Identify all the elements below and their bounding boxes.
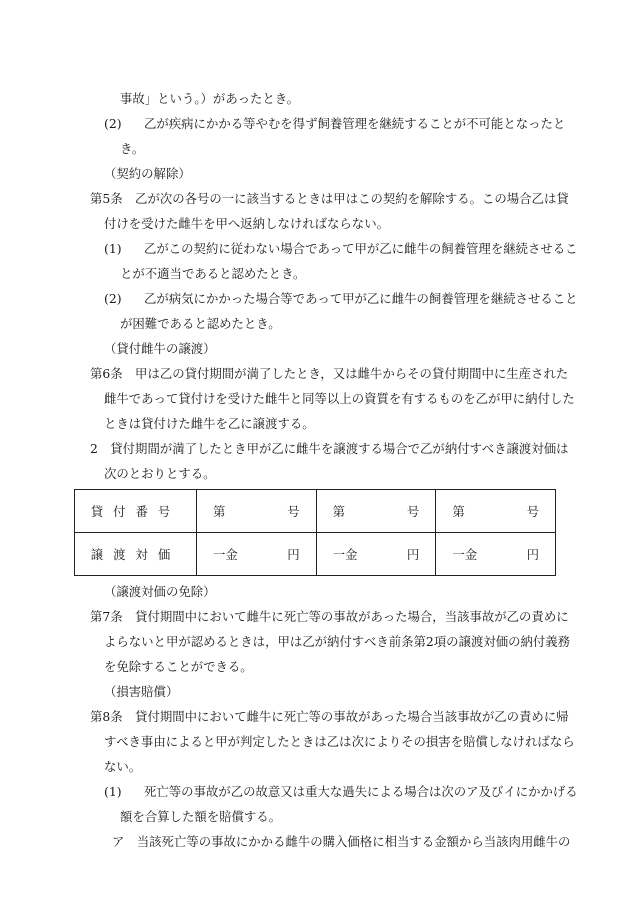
item-number: (2) <box>104 116 122 131</box>
item-line: (1) 死亡等の事故が乙の故意又は重大な過失による場合は次のア及びイにかかげる <box>104 784 578 799</box>
paragraph-line: 次のとおりとする。 <box>104 466 216 481</box>
table-cell: 第 号 <box>436 490 556 533</box>
paragraph-line: 雌牛であって貸付けを受けた雌牛と同等以上の資質を有するものを乙が甲に納付した <box>104 391 575 406</box>
paragraph-line: ない。 <box>104 759 142 774</box>
table-cell: 第 号 <box>316 490 436 533</box>
section-heading: （契約の解除） <box>104 166 191 181</box>
subitem-line: ア 当該死亡等の事故にかかる雌牛の購入価格に相当する金額から当該肉用雌牛の <box>112 834 571 849</box>
table-row <box>75 490 556 533</box>
table-cell: 第 号 <box>197 490 317 533</box>
item-line: (1) 乙がこの契約に従わない場合であって甲が乙に雌牛の飼養管理を継続させるこ <box>104 241 578 256</box>
section-heading: （貸付雌牛の譲渡） <box>104 341 216 356</box>
article-6: 第6条 甲は乙の貸付期間が満了したとき，又は雌牛からその貸付期間中に生産された <box>90 366 569 381</box>
paragraph-2: 2 貸付期間が満了したとき甲が乙に雌牛を譲渡する場合で乙が納付すべき譲渡対価は <box>90 441 569 456</box>
item-line: (2) 乙が病気にかかった場合等であって甲が乙に雌牛の飼養管理を継続させること <box>104 291 578 306</box>
paragraph-line: とが不適当であると認めたとき。 <box>120 266 306 281</box>
article-5: 第5条 乙が次の各号の一に該当するときは甲はこの契約を解除する。この場合乙は貸 <box>90 191 569 206</box>
paragraph-line: すべき事由によると甲が判定したときは乙は次によりその損害を賠償しなければなら <box>104 734 575 749</box>
paragraph-line: 額を合算した額を賠償する。 <box>120 809 282 824</box>
section-heading: （譲渡対価の免除） <box>104 584 216 599</box>
section-heading: （損害賠償） <box>104 684 179 699</box>
paragraph-line: 事故」という。）があったとき。 <box>120 91 300 106</box>
article-7: 第7条 貸付期間中において雌牛に死亡等の事故があった場合，当該事故が乙の責めに <box>90 609 569 624</box>
table-header-price: 譲渡対価 <box>75 533 197 576</box>
paragraph-line: が困難であると認めたとき。 <box>120 316 281 331</box>
table-cell: 一金 円 <box>197 533 317 576</box>
paragraph-line: よらないと甲が認めるときは，甲は乙が納付すべき前条第2項の譲渡対価の納付義務 <box>104 634 571 649</box>
paragraph-line: き。 <box>120 141 145 156</box>
table-cell: 一金 円 <box>436 533 556 576</box>
table-row <box>75 533 556 576</box>
paragraph-line: を免除することができる。 <box>104 659 253 674</box>
item-number: (1) <box>104 241 122 256</box>
item-number: (2) <box>104 291 122 306</box>
table-cell: 一金 円 <box>316 533 436 576</box>
paragraph-line: 付けを受けた雌牛を甲へ返納しなければならない。 <box>104 216 389 231</box>
paragraph-line: ときは貸付けた雌牛を乙に譲渡する。 <box>104 416 315 431</box>
item-line: (2) 乙が疾病にかかる等やむを得ず飼養管理を継続することが不可能となったと <box>104 116 566 131</box>
article-8: 第8条 貸付期間中において雌牛に死亡等の事故があった場合当該事故が乙の責めに帰 <box>90 709 569 724</box>
item-number: (1) <box>104 784 122 799</box>
transfer-table <box>74 489 556 576</box>
table-header-number: 貸付番号 <box>75 490 197 533</box>
